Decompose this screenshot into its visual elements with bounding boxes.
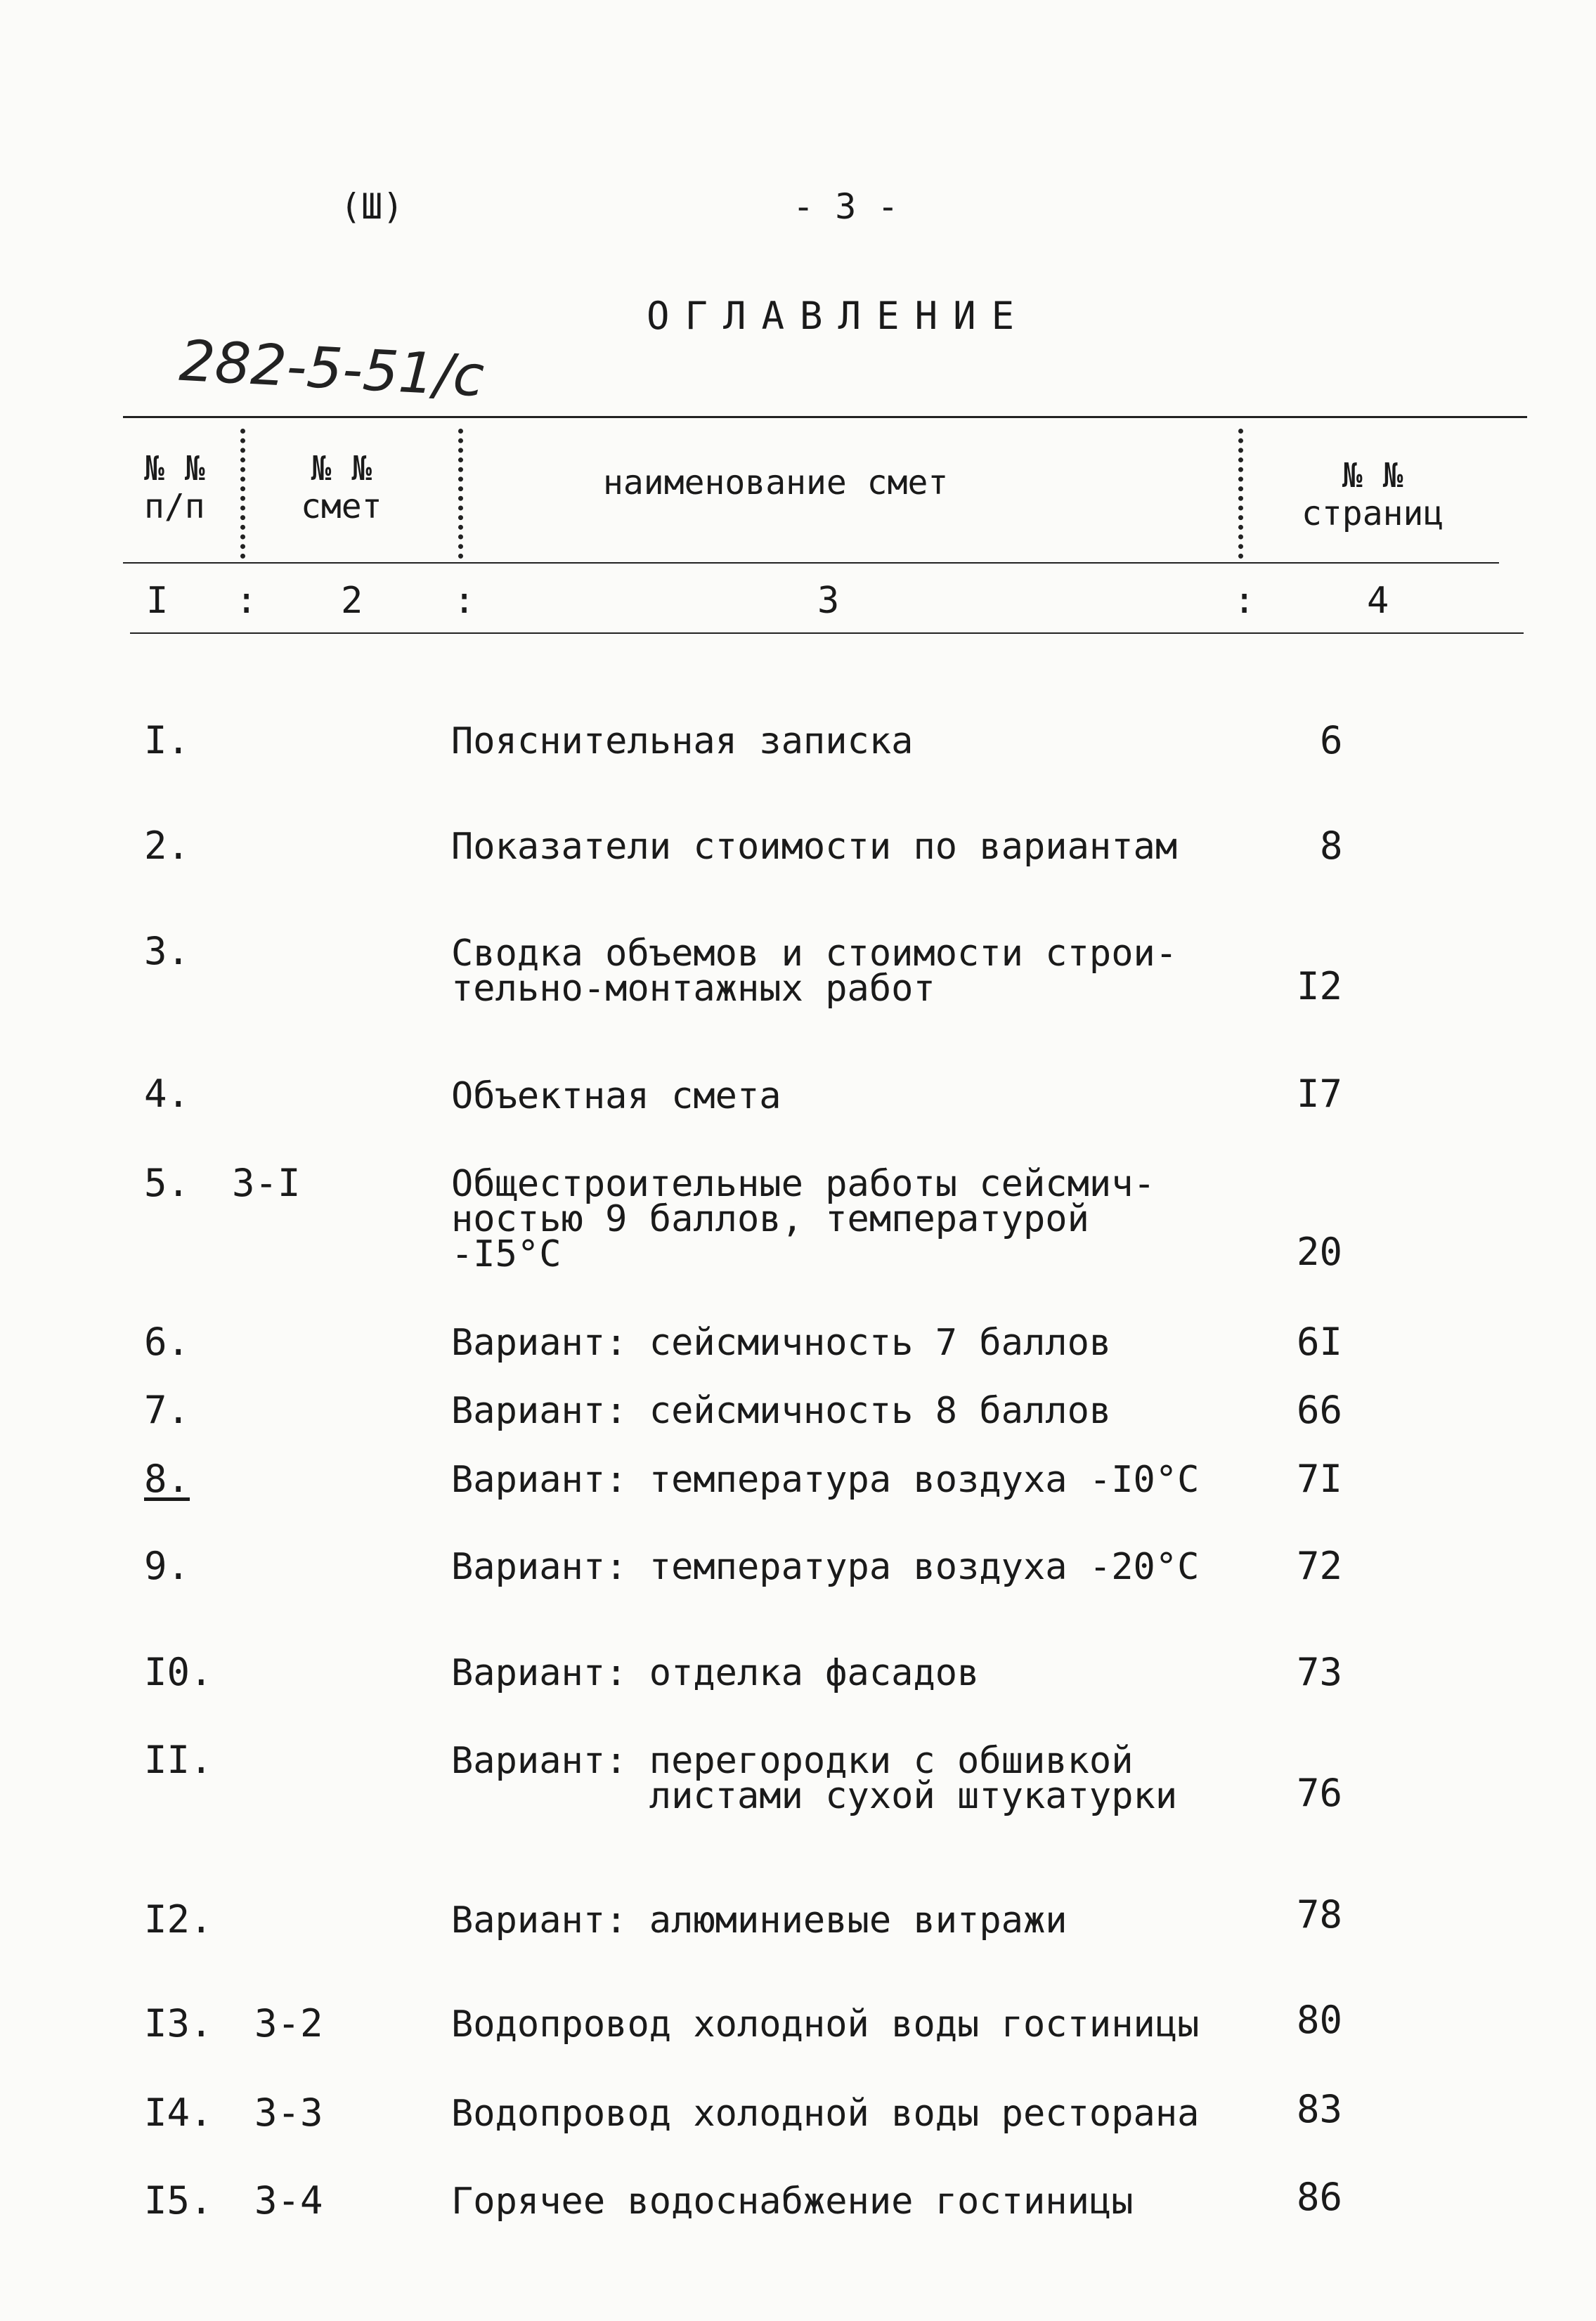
row-name: Общестроительные работы сейсмич- ностью 9 баллов, температурой -I5°C <box>451 1163 1155 1275</box>
row-name: Вариант: сейсмичность 8 баллов <box>451 1390 1112 1432</box>
row-page: 66 <box>1297 1388 1343 1432</box>
page-number: - 3 - <box>793 186 899 227</box>
column-divider <box>1238 429 1243 559</box>
table-colnum-rule <box>130 632 1524 634</box>
row-page: 20 <box>1297 1230 1343 1274</box>
column-number: 2 <box>341 580 363 622</box>
row-number: 8. <box>144 1457 190 1501</box>
row-name: Вариант: алюминиевые витражи <box>451 1899 1068 1942</box>
column-separator: : <box>235 580 258 622</box>
row-page: 86 <box>1297 2175 1343 2219</box>
row-number: I0. <box>144 1650 213 1694</box>
row-number: I2. <box>144 1897 213 1942</box>
row-page: 80 <box>1297 1998 1343 2042</box>
row-page: 8 <box>1320 824 1343 868</box>
row-number: 9. <box>144 1544 190 1588</box>
column-number: I <box>146 580 169 622</box>
row-name: Сводка объемов и стоимости строи- тельно-монтажных работ <box>451 932 1178 1010</box>
header-page-number: № № страниц <box>1302 456 1444 533</box>
row-name: Вариант: перегородки с обшивкой листами сухой штукатурки <box>451 1740 1178 1817</box>
row-smeta: 3-4 <box>254 2178 323 2223</box>
row-number: I4. <box>144 2091 213 2135</box>
row-number: 7. <box>144 1388 190 1432</box>
row-number: I. <box>144 718 190 762</box>
header-smeta-name: наименование смет <box>603 463 949 502</box>
row-name: Вариант: температура воздуха -I0°C <box>451 1459 1200 1501</box>
row-page: 73 <box>1297 1650 1343 1694</box>
column-separator: : <box>453 580 476 622</box>
row-page: 72 <box>1297 1544 1343 1588</box>
section-mark: (Ш) <box>340 186 404 227</box>
row-number: II. <box>144 1738 213 1782</box>
row-name: Горячее водоснабжение гостиницы <box>451 2180 1134 2223</box>
row-smeta: 3-3 <box>254 2091 323 2135</box>
column-number: 4 <box>1367 580 1389 622</box>
row-number: 2. <box>144 824 190 868</box>
row-page: 78 <box>1297 1892 1343 1937</box>
header-smeta-number: № № смет <box>301 449 382 526</box>
row-name: Показатели стоимости по вариантам <box>451 826 1178 868</box>
table-top-rule <box>123 416 1527 418</box>
row-name: Водопровод холодной воды гостиницы <box>451 2003 1200 2046</box>
row-page: 76 <box>1297 1771 1343 1815</box>
row-name: Вариант: отделка фасадов <box>451 1652 980 1694</box>
column-number: 3 <box>817 580 840 622</box>
row-name: Водопровод холодной воды ресторана <box>451 2093 1200 2135</box>
column-divider <box>458 429 463 559</box>
row-number: I5. <box>144 2178 213 2223</box>
page-title: ОГЛАВЛЕНИЕ <box>647 294 1030 338</box>
row-number: 4. <box>144 1072 190 1116</box>
row-name: Вариант: температура воздуха -20°C <box>451 1546 1200 1588</box>
column-separator: : <box>1233 580 1256 622</box>
row-name: Пояснительная записка <box>451 720 914 762</box>
table-header-rule <box>123 562 1499 564</box>
column-divider <box>240 429 245 559</box>
handwritten-code: 282-5-51/c <box>177 327 486 410</box>
row-page: I7 <box>1297 1072 1343 1116</box>
row-number: 3. <box>144 929 190 973</box>
row-page: 83 <box>1297 2087 1343 2131</box>
row-page: 7I <box>1297 1457 1343 1501</box>
row-name: Вариант: сейсмичность 7 баллов <box>451 1322 1112 1364</box>
row-number: 6. <box>144 1320 190 1364</box>
row-number: I3. <box>144 2001 213 2046</box>
row-smeta: 3-I <box>232 1161 301 1205</box>
row-page: 6I <box>1297 1320 1343 1364</box>
row-number: 5. <box>144 1161 190 1205</box>
row-page: 6 <box>1320 718 1343 762</box>
row-smeta: 3-2 <box>254 2001 323 2046</box>
header-row-number: № № п/п <box>144 449 205 526</box>
row-name: Объектная смета <box>451 1075 781 1117</box>
row-page: I2 <box>1297 964 1343 1008</box>
